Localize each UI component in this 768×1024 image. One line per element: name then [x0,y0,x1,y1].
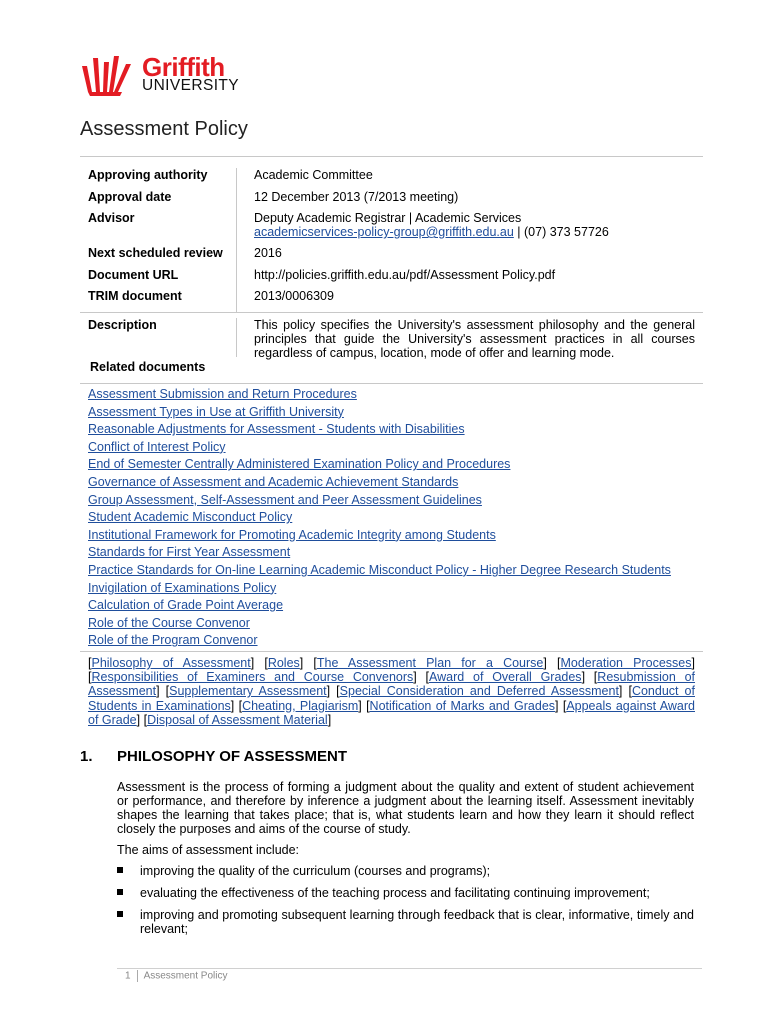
divider [80,651,703,652]
meta-row-approval-date [80,190,703,211]
policy-metadata-table [80,156,703,360]
toc-link[interactable]: Notification of Marks and Grades [369,698,556,713]
section-heading: PHILOSOPHY OF ASSESSMENT [117,748,348,765]
toc-link[interactable]: Supplementary Assessment [169,684,327,699]
griffith-emblem-icon [80,52,140,98]
page-footer [125,970,227,982]
aims-list [117,864,694,944]
related-document-link[interactable]: Calculation of Grade Point Average [88,598,284,613]
toc-link[interactable]: Special Consideration and Deferred Assessment [339,684,619,699]
meta-label: TRIM document [80,289,237,312]
meta-value: 2016 [254,246,282,260]
related-document-link[interactable]: Role of the Course Convenor [88,615,250,630]
divider [80,383,703,384]
meta-row-document-url [80,268,703,289]
list-item [117,886,694,900]
meta-value: 12 December 2013 (7/2013 meeting) [254,190,459,204]
toc-link[interactable]: Responsibilities of Examiners and Course Convenors [91,670,414,685]
logo-subtitle: UNIVERSITY [142,77,240,94]
related-document-link[interactable]: Invigilation of Examinations Policy [88,580,277,595]
meta-label: Description [80,318,237,357]
meta-row-next-review [80,246,703,268]
related-documents-list [88,386,671,650]
advisor-contact [254,225,695,239]
logo-wordmark: Griffith [142,52,225,82]
footer-divider [117,968,702,969]
meta-value: 2013/0006309 [254,289,334,303]
list-item-text: improving the quality of the curriculum (courses and programs); [140,864,491,878]
toc-link[interactable]: Conduct of Students in Examinations [88,684,695,713]
paragraph: Assessment is the process of forming a judgment about the quality and extent of student achievement or performance, and therefore by inference a judgment about the learning itself. Assessment inevitably shapes the learning that takes place; that is, what students learn and how they learn it should reflect closely the purposes and aims of the course of study. [117,780,694,836]
page-title: Assessment Policy [80,118,248,140]
table-of-contents: [Philosophy of Assessment] [Roles] [The Assessment Plan for a Course] [Moderation Processes] [Responsibilities of Examiners and Course Convenors] [Award of Overall Grades] [Resubmission of Assessment] [Supplementary Assessment] [Special Consideration and Deferred Assessment] [Conduct of Students in Examinations] [Cheating, Plagiarism] [Notification of Marks and Grades] [Appeals against Award of Grade] [Disposal of Assessment Material] [88,656,696,727]
related-document-link[interactable]: Assessment Submission and Return Procedures [88,387,357,401]
related-document-link[interactable]: Group Assessment, Self-Assessment and Peer Assessment Guidelines [88,492,482,507]
related-document-link[interactable]: End of Semester Centrally Administered Examination Policy and Procedures [88,457,511,472]
meta-row-trim-document [80,289,703,313]
list-item-text: improving and promoting subsequent learning through feedback that is clear, informative, timely and relevant; [140,908,694,936]
footer-separator [137,970,138,982]
page-number: 1 [125,970,131,982]
related-document-link[interactable]: Role of the Program Convenor [88,633,258,648]
related-documents-heading: Related documents [90,360,206,374]
paragraph: The aims of assessment include: [117,843,300,857]
meta-label: Document URL [80,268,237,289]
related-document-link[interactable]: Standards for First Year Assessment [88,545,291,560]
list-item-text: evaluating the effectiveness of the teaching process and facilitating continuing improvement; [140,886,650,900]
meta-row-description [80,313,703,360]
toc-link[interactable]: Philosophy of Assessment [91,656,251,670]
toc-link[interactable]: Roles [267,656,300,670]
related-document-link[interactable]: Conflict of Interest Policy [88,439,226,454]
meta-row-approving-authority [80,157,703,190]
toc-link[interactable]: The Assessment Plan for a Course [316,656,544,670]
meta-label: Approving authority [80,168,237,190]
bullet-square-icon [117,867,123,873]
griffith-logo [80,52,260,98]
footer-title: Assessment Policy [143,970,228,982]
related-document-link[interactable]: Governance of Assessment and Academic Achievement Standards [88,474,459,489]
meta-label: Approval date [80,190,237,211]
related-document-link[interactable]: Assessment Types in Use at Griffith University [88,404,344,419]
related-document-link[interactable]: Reasonable Adjustments for Assessment - Students with Disabilities [88,422,465,437]
related-document-link[interactable]: Practice Standards for On-line Learning Academic Misconduct Policy - Higher Degree Research Students [88,562,671,577]
bullet-square-icon [117,889,123,895]
toc-link[interactable]: Resubmission of Assessment [88,670,696,699]
advisor-phone: | (07) 373 57726 [513,225,609,239]
bullet-square-icon [117,911,123,917]
meta-label: Advisor [80,211,237,246]
advisor-email-link[interactable]: academicservices-policy-group@griffith.edu.au [254,225,514,239]
toc-link[interactable]: Moderation Processes [560,656,692,670]
meta-label: Next scheduled review [80,246,237,268]
meta-value [237,211,703,246]
meta-row-advisor [80,211,703,246]
toc-link[interactable]: Appeals against Award of Grade [88,698,695,727]
toc-link[interactable]: Cheating, Plagiarism [242,698,359,713]
toc-link[interactable]: Award of Overall Grades [429,670,582,685]
list-item [117,864,694,878]
related-document-link[interactable]: Student Academic Misconduct Policy [88,510,293,525]
meta-value: http://policies.griffith.edu.au/pdf/Assessment Policy.pdf [254,268,556,282]
section-number: 1. [80,748,93,765]
advisor-name: Deputy Academic Registrar | Academic Services [254,211,522,225]
related-document-link[interactable]: Institutional Framework for Promoting Academic Integrity among Students [88,527,496,542]
meta-value: Academic Committee [254,168,373,182]
meta-value: This policy specifies the University's assessment philosophy and the general principles that guide the University's assessment practices in all courses regardless of campus, location, mode of offer and learning mode. [254,318,695,360]
list-item [117,908,694,936]
toc-link[interactable]: Disposal of Assessment Material [147,712,328,727]
